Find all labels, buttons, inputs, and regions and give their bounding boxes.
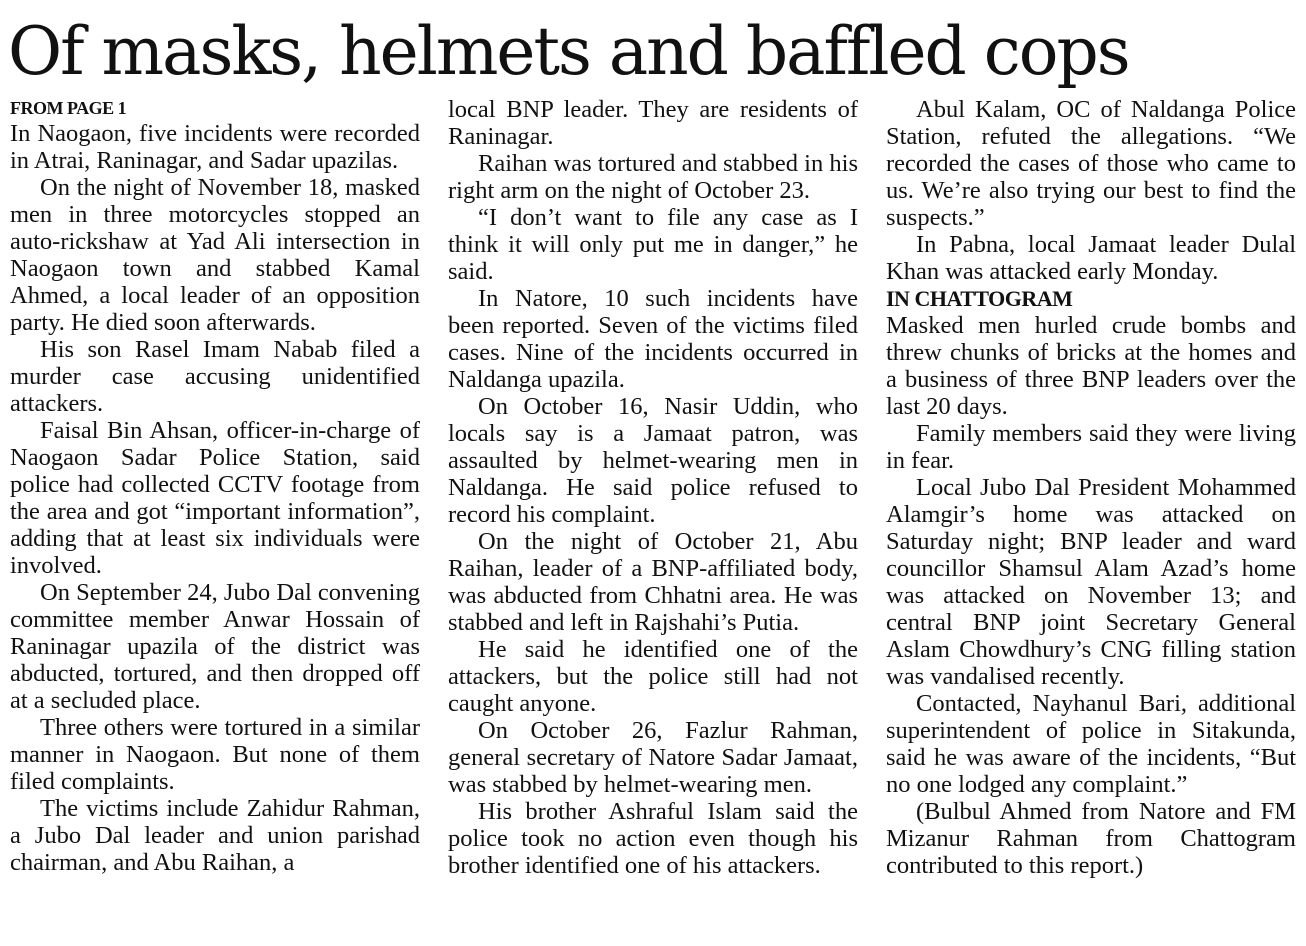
paragraph: On the night of November 18, masked men in three motorcycles stopped an auto-rickshaw at Yad Ali intersection in Naogaon town and stabbed Kamal Ahmed, a local leader of an opposition party. He died soon afterwards.	[10, 174, 420, 336]
paragraph: He said he identified one of the attackers, but the police still had not caught anyone.	[448, 636, 858, 717]
paragraph: In Natore, 10 such incidents have been reported. Seven of the victims filed cases. Nine of the incidents occurred in Naldanga upazila.	[448, 285, 858, 393]
paragraph: Local Jubo Dal President Mohammed Alamgir’s home was attacked on Saturday night; BNP leader and ward councillor Shamsul Alam Azad’s home was attacked on November 13; and central BNP joint Secretary General Aslam Chowdhury’s CNG filling station was vandalised recently.	[886, 474, 1296, 690]
section-subhead: IN CHATTOGRAM	[886, 286, 1073, 311]
paragraph: Faisal Bin Ahsan, officer-in-charge of Naogaon Sadar Police Station, said police had collected CCTV footage from the area and got “important information”, adding that at least six individuals were involved.	[10, 417, 420, 579]
paragraph: In Pabna, local Jamaat leader Dulal Khan was attacked early Monday.	[886, 231, 1296, 285]
paragraph: “I don’t want to file any case as I think it will only put me in danger,” he said.	[448, 204, 858, 285]
article-column-1	[10, 96, 420, 876]
kicker: FROM PAGE 1	[10, 98, 127, 118]
paragraph: On September 24, Jubo Dal convening committee member Anwar Hossain of Raninagar upazila of the district was abducted, tortured, and then dropped off at a secluded place.	[10, 579, 420, 714]
article-column-2	[448, 96, 858, 879]
paragraph: Masked men hurled crude bombs and threw chunks of bricks at the homes and a business of three BNP leaders over the last 20 days.	[886, 312, 1296, 420]
paragraph: On October 16, Nasir Uddin, who locals say is a Jamaat patron, was assaulted by helmet-wearing men in Naldanga. He said police refused to record his complaint.	[448, 393, 858, 528]
paragraph: (Bulbul Ahmed from Natore and FM Mizanur Rahman from Chattogram contributed to this report.)	[886, 798, 1296, 879]
paragraph: The victims include Zahidur Rahman, a Jubo Dal leader and union parishad chairman, and Abu Raihan, a	[10, 795, 420, 876]
paragraph: Contacted, Nayhanul Bari, additional superintendent of police in Sitakunda, said he was aware of the incidents, “But no one lodged any complaint.”	[886, 690, 1296, 798]
paragraph: Family members said they were living in fear.	[886, 420, 1296, 474]
headline: Of masks, helmets and baffled cops	[8, 13, 1129, 90]
paragraph: In Naogaon, five incidents were recorded in Atrai, Raninagar, and Sadar upazilas.	[10, 120, 420, 174]
paragraph: Abul Kalam, OC of Naldanga Police Station, refuted the allegations. “We recorded the cases of those who came to us. We’re also trying our best to find the suspects.”	[886, 96, 1296, 231]
paragraph: On the night of October 21, Abu Raihan, leader of a BNP-affiliated body, was abducted from Chhatni area. He was stabbed and left in Rajshahi’s Putia.	[448, 528, 858, 636]
paragraph: Raihan was tortured and stabbed in his right arm on the night of October 23.	[448, 150, 858, 204]
article-column-3	[886, 96, 1296, 879]
paragraph: Three others were tortured in a similar manner in Naogaon. But none of them filed complaints.	[10, 714, 420, 795]
paragraph: On October 26, Fazlur Rahman, general secretary of Natore Sadar Jamaat, was stabbed by helmet-wearing men.	[448, 717, 858, 798]
paragraph: His son Rasel Imam Nabab filed a murder case accusing unidentified attackers.	[10, 336, 420, 417]
paragraph: local BNP leader. They are residents of Raninagar.	[448, 96, 858, 150]
paragraph: His brother Ashraful Islam said the police took no action even though his brother identified one of his attackers.	[448, 798, 858, 879]
